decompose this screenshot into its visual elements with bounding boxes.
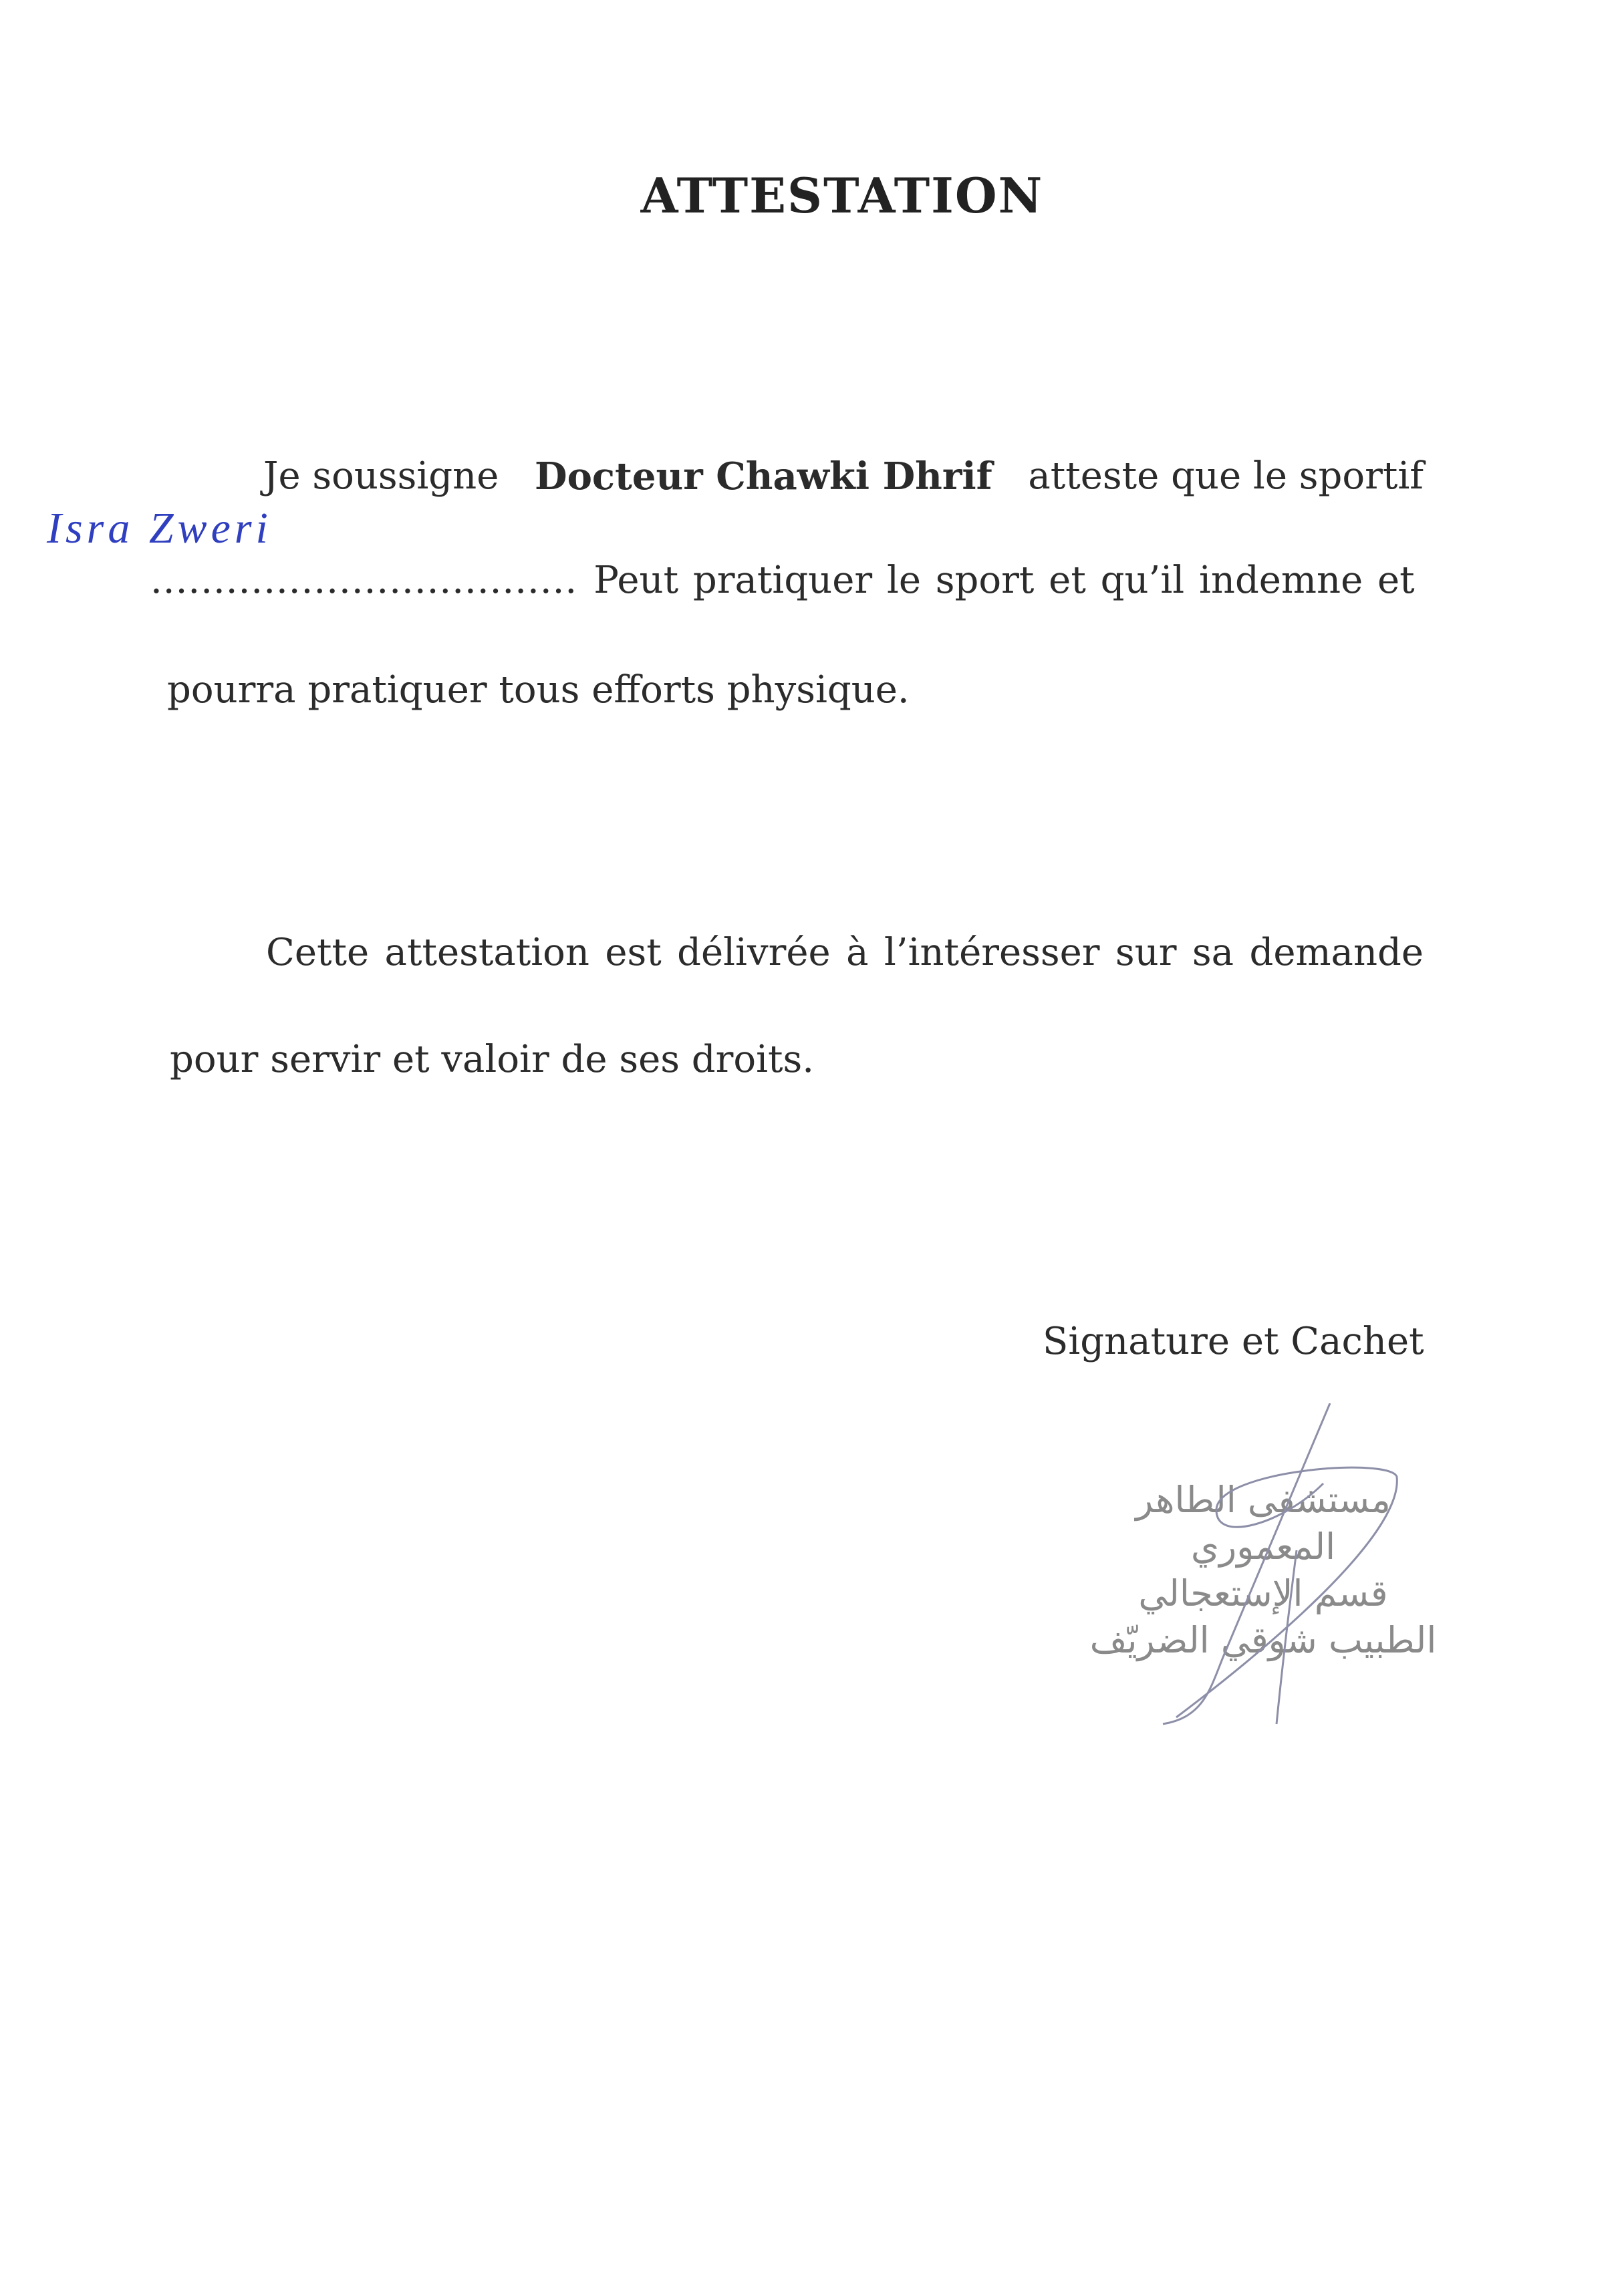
handwritten-signature <box>1123 1403 1470 1737</box>
paragraph1-line3: pourra pratiquer tous efforts physique. <box>167 668 910 712</box>
dotted-blank: .................................. <box>150 559 578 602</box>
paragraph1-line1 <box>263 454 1424 498</box>
text: Je soussigne <box>263 454 499 498</box>
text: Peut pratiquer le sport et qu’il indemne et <box>593 559 1415 602</box>
signature-label: Signature et Cachet <box>1043 1320 1424 1363</box>
paragraph2-line2: pour servir et valoir de ses droits. <box>170 1038 815 1081</box>
stamp-line: قسم الإستعجالي <box>1138 1572 1388 1614</box>
doctor-name: Docteur Chawki Dhrif <box>535 454 992 498</box>
stamp-line: الطبيب شوقي الضريّف <box>1089 1619 1437 1661</box>
handwritten-athlete-name: Isra Zweri <box>47 504 272 553</box>
paragraph2-line1: Cette attestation est délivrée à l’intéresser sur sa demande <box>266 931 1424 974</box>
text: atteste que le sportif <box>1028 454 1424 498</box>
document-title: ATTESTATION <box>640 167 1044 224</box>
paragraph1-line2 <box>150 559 1415 603</box>
stamp-line: مستشفى الطاهر المعموري <box>1135 1479 1391 1568</box>
